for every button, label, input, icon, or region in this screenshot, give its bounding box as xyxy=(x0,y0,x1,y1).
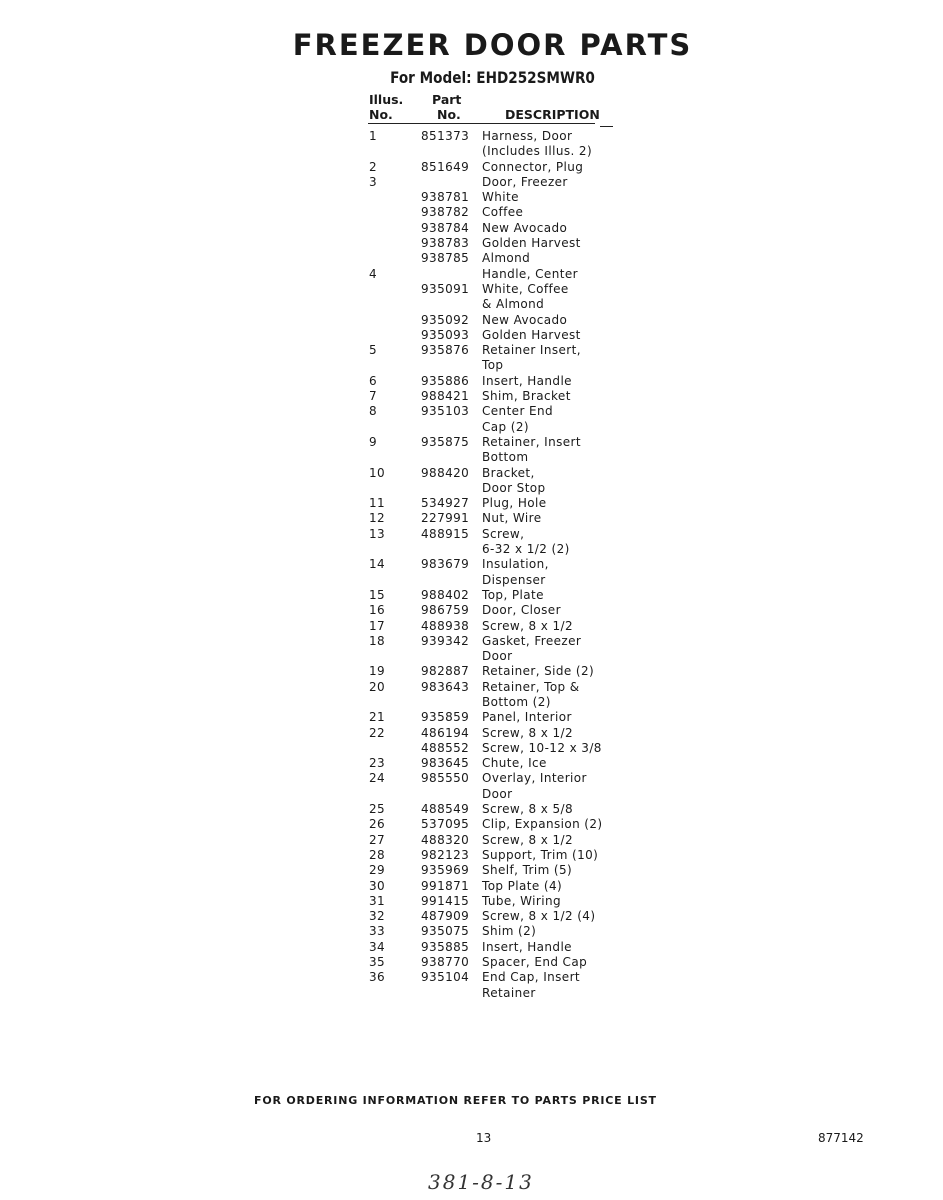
part-no: 488320 xyxy=(421,832,470,847)
illus-no: 28 xyxy=(369,847,386,862)
illus-no: 3 xyxy=(369,174,378,189)
illus-no: 24 xyxy=(369,771,386,786)
illus-no: 21 xyxy=(369,710,386,725)
description: Center End xyxy=(482,404,554,419)
table-row xyxy=(0,634,943,649)
illus-no: 11 xyxy=(369,496,386,511)
description: Plug, Hole xyxy=(482,496,547,511)
part-no: 991415 xyxy=(421,893,470,908)
table-row xyxy=(0,251,943,266)
header-dash xyxy=(600,126,613,127)
description: Bottom xyxy=(482,450,529,465)
description: Chute, Ice xyxy=(482,756,547,771)
description: Retainer xyxy=(482,985,536,1000)
illus-no: 14 xyxy=(369,557,386,572)
illus-no: 17 xyxy=(369,618,386,633)
illus-no: 30 xyxy=(369,878,386,893)
header-part-no: No. xyxy=(437,107,461,122)
table-row xyxy=(0,282,943,297)
description: Door, Freezer xyxy=(482,174,568,189)
description: Shim (2) xyxy=(482,924,537,939)
part-no: 488552 xyxy=(421,740,470,755)
model-subtitle: For Model: EHD252SMWR0 xyxy=(390,68,595,87)
part-no: 986759 xyxy=(421,603,470,618)
table-row xyxy=(0,435,943,450)
description: Screw, 10-12 x 3/8 xyxy=(482,740,602,755)
table-row xyxy=(0,328,943,343)
illus-no: 31 xyxy=(369,893,386,908)
table-row xyxy=(0,450,943,465)
part-no: 983643 xyxy=(421,679,470,694)
description: New Avocado xyxy=(482,312,568,327)
description: Golden Harvest xyxy=(482,327,581,342)
description: Door Stop xyxy=(482,480,546,495)
description: New Avocado xyxy=(482,220,568,235)
description: Nut, Wire xyxy=(482,511,542,526)
header-illus: Illus. xyxy=(369,92,404,107)
part-no: 938781 xyxy=(421,190,470,205)
part-no: 534927 xyxy=(421,496,470,511)
table-row xyxy=(0,817,943,832)
part-no: 851373 xyxy=(421,129,470,143)
table-row xyxy=(0,741,943,756)
illus-no: 20 xyxy=(369,679,386,694)
table-row xyxy=(0,175,943,190)
table-row xyxy=(0,833,943,848)
table-row xyxy=(0,527,943,542)
illus-no: 15 xyxy=(369,587,386,602)
part-no: 935104 xyxy=(421,970,470,985)
table-row xyxy=(0,603,943,618)
part-no: 935103 xyxy=(421,404,470,419)
illus-no: 26 xyxy=(369,817,386,832)
part-no: 938782 xyxy=(421,205,470,220)
table-row xyxy=(0,695,943,710)
illus-no: 5 xyxy=(369,343,378,358)
description: End Cap, Insert xyxy=(482,970,581,985)
illus-no: 23 xyxy=(369,756,386,771)
description: Clip, Expansion (2) xyxy=(482,817,603,832)
part-no: 935875 xyxy=(421,434,470,449)
table-row xyxy=(0,404,943,419)
part-no: 227991 xyxy=(421,511,470,526)
description: White xyxy=(482,190,519,205)
table-row xyxy=(0,879,943,894)
illus-no: 25 xyxy=(369,802,386,817)
description: Golden Harvest xyxy=(482,236,581,251)
illus-no: 13 xyxy=(369,526,386,541)
description: Insert, Handle xyxy=(482,939,572,954)
table-row xyxy=(0,726,943,741)
table-row xyxy=(0,190,943,205)
part-no: 983679 xyxy=(421,557,470,572)
description: (Includes Illus. 2) xyxy=(482,144,593,159)
table-row xyxy=(0,940,943,955)
table-row xyxy=(0,205,943,220)
table-row xyxy=(0,420,943,435)
header-part: Part xyxy=(432,92,462,107)
table-row xyxy=(0,619,943,634)
table-row xyxy=(0,466,943,481)
illus-no: 4 xyxy=(369,266,378,281)
description: White, Coffee xyxy=(482,281,569,296)
description: Handle, Center xyxy=(482,266,578,281)
part-no: 935876 xyxy=(421,343,470,358)
part-no: 938783 xyxy=(421,236,470,251)
part-no: 935091 xyxy=(421,281,470,296)
part-no: 487909 xyxy=(421,909,470,924)
description: Screw, 8 x 1/2 xyxy=(482,832,573,847)
part-no: 982123 xyxy=(421,847,470,862)
description: & Almond xyxy=(482,297,545,312)
description: Door, Closer xyxy=(482,603,561,618)
illus-no: 29 xyxy=(369,863,386,878)
table-row xyxy=(0,787,943,802)
part-no: 486194 xyxy=(421,725,470,740)
illus-no: 18 xyxy=(369,633,386,648)
table-row xyxy=(0,680,943,695)
table-row xyxy=(0,481,943,496)
document-code: 877142 xyxy=(818,1131,864,1145)
table-row xyxy=(0,236,943,251)
part-no: 938784 xyxy=(421,220,470,235)
header-divider xyxy=(368,123,595,124)
table-row xyxy=(0,802,943,817)
part-no: 938785 xyxy=(421,251,470,266)
description: Harness, Door xyxy=(482,129,573,143)
illus-no: 10 xyxy=(369,465,386,480)
table-row xyxy=(0,986,943,1001)
description: Door xyxy=(482,786,513,801)
description: Top xyxy=(482,358,504,373)
part-no: 938770 xyxy=(421,955,470,970)
description: Bracket, xyxy=(482,465,535,480)
illus-no: 32 xyxy=(369,909,386,924)
description: Screw, 8 x 1/2 xyxy=(482,725,573,740)
description: Screw, 8 x 1/2 xyxy=(482,618,573,633)
description: Retainer, Side (2) xyxy=(482,664,595,679)
illus-no: 33 xyxy=(369,924,386,939)
part-no: 988421 xyxy=(421,389,470,404)
table-row xyxy=(0,909,943,924)
table-row xyxy=(0,894,943,909)
table-row xyxy=(0,358,943,373)
table-row xyxy=(0,649,943,664)
table-row xyxy=(0,863,943,878)
table-row xyxy=(0,955,943,970)
illus-no: 8 xyxy=(369,404,378,419)
description: Screw, 8 x 5/8 xyxy=(482,802,573,817)
description: Gasket, Freezer xyxy=(482,633,582,648)
description: Overlay, Interior xyxy=(482,771,587,786)
table-row xyxy=(0,588,943,603)
table-row xyxy=(0,924,943,939)
part-no: 988420 xyxy=(421,465,470,480)
illus-no: 1 xyxy=(369,129,378,143)
illus-no: 19 xyxy=(369,664,386,679)
description: Screw, xyxy=(482,526,525,541)
part-no: 988402 xyxy=(421,587,470,602)
table-row xyxy=(0,389,943,404)
header-illus-no: No. xyxy=(369,107,393,122)
part-no: 935075 xyxy=(421,924,470,939)
header-description: DESCRIPTION xyxy=(505,107,600,122)
table-row xyxy=(0,343,943,358)
part-no: 939342 xyxy=(421,633,470,648)
parts-table xyxy=(0,129,943,1001)
part-no: 488938 xyxy=(421,618,470,633)
table-row xyxy=(0,297,943,312)
table-row xyxy=(0,144,943,159)
table-row xyxy=(0,221,943,236)
table-row xyxy=(0,710,943,725)
table-row xyxy=(0,848,943,863)
description: Support, Trim (10) xyxy=(482,847,599,862)
description: Panel, Interior xyxy=(482,710,572,725)
description: Shelf, Trim (5) xyxy=(482,863,573,878)
table-row xyxy=(0,374,943,389)
illus-no: 6 xyxy=(369,373,378,388)
table-row xyxy=(0,511,943,526)
part-no: 982887 xyxy=(421,664,470,679)
description: Insulation, xyxy=(482,557,549,572)
description: Connector, Plug xyxy=(482,159,584,174)
table-row xyxy=(0,771,943,786)
part-no: 935093 xyxy=(421,327,470,342)
description: Bottom (2) xyxy=(482,694,551,709)
table-row xyxy=(0,573,943,588)
part-no: 851649 xyxy=(421,159,470,174)
description: Shim, Bracket xyxy=(482,389,571,404)
table-row xyxy=(0,496,943,511)
page-number: 13 xyxy=(476,1131,492,1145)
table-row xyxy=(0,267,943,282)
table-row xyxy=(0,313,943,328)
handwritten-note: 381-8-13 xyxy=(428,1170,534,1194)
illus-no: 12 xyxy=(369,511,386,526)
part-no: 983645 xyxy=(421,756,470,771)
description: Top, Plate xyxy=(482,587,544,602)
part-no: 935885 xyxy=(421,939,470,954)
illus-no: 9 xyxy=(369,434,378,449)
description: Top Plate (4) xyxy=(482,878,563,893)
table-row xyxy=(0,129,943,144)
illus-no: 27 xyxy=(369,832,386,847)
description: Retainer Insert, xyxy=(482,343,581,358)
part-no: 985550 xyxy=(421,771,470,786)
illus-no: 34 xyxy=(369,939,386,954)
illus-no: 16 xyxy=(369,603,386,618)
description: Cap (2) xyxy=(482,419,529,434)
part-no: 991871 xyxy=(421,878,470,893)
part-no: 537095 xyxy=(421,817,470,832)
description: 6-32 x 1/2 (2) xyxy=(482,542,570,557)
table-row xyxy=(0,160,943,175)
part-no: 488915 xyxy=(421,526,470,541)
description: Screw, 8 x 1/2 (4) xyxy=(482,909,596,924)
table-row xyxy=(0,756,943,771)
table-row xyxy=(0,542,943,557)
illus-no: 2 xyxy=(369,159,378,174)
description: Tube, Wiring xyxy=(482,893,561,908)
illus-no: 35 xyxy=(369,955,386,970)
description: Door xyxy=(482,649,513,664)
part-no: 488549 xyxy=(421,802,470,817)
ordering-footer: FOR ORDERING INFORMATION REFER TO PARTS PRICE LIST xyxy=(254,1094,657,1107)
description: Retainer, Top & xyxy=(482,679,580,694)
description: Almond xyxy=(482,251,531,266)
part-no: 935092 xyxy=(421,312,470,327)
illus-no: 7 xyxy=(369,389,378,404)
table-row xyxy=(0,664,943,679)
description: Coffee xyxy=(482,205,524,220)
table-row xyxy=(0,970,943,985)
description: Dispenser xyxy=(482,572,546,587)
page-title: FREEZER DOOR PARTS xyxy=(292,28,693,62)
illus-no: 36 xyxy=(369,970,386,985)
illus-no: 22 xyxy=(369,725,386,740)
description: Spacer, End Cap xyxy=(482,955,588,970)
description: Retainer, Insert xyxy=(482,434,581,449)
table-row xyxy=(0,557,943,572)
part-no: 935886 xyxy=(421,373,470,388)
part-no: 935969 xyxy=(421,863,470,878)
part-no: 935859 xyxy=(421,710,470,725)
description: Insert, Handle xyxy=(482,373,572,388)
